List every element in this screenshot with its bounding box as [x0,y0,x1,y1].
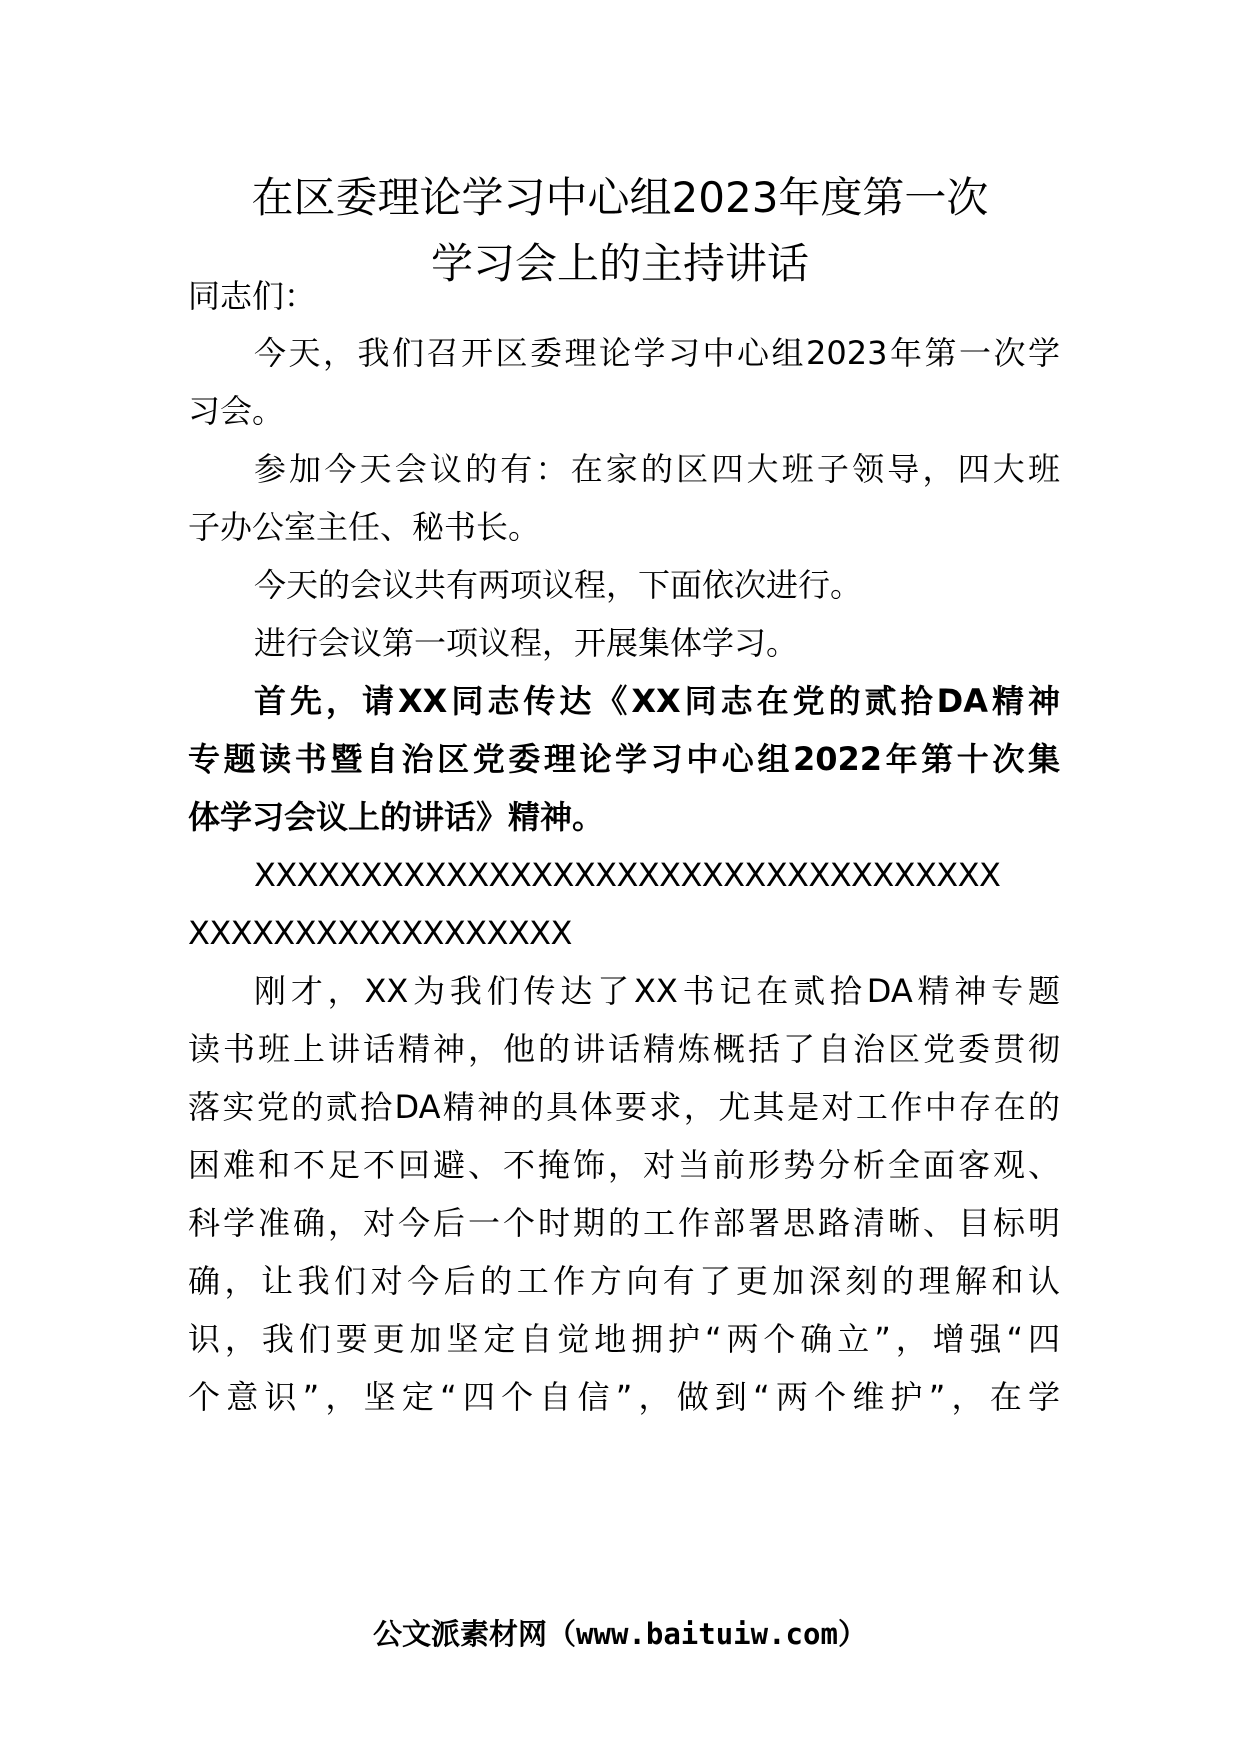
footer-close-paren: ） [837,1617,867,1651]
paragraph-7-line-7: 识，我们要更加坚定自觉地拥护“两个确立”，增强“四 [188,1320,1060,1358]
paragraph-7-line-5: 科学准确，对今后一个时期的工作部署思路清晰、目标明 [188,1204,1060,1242]
paragraph-7-line-3: 落实党的贰拾DA精神的具体要求，尤其是对工作中存在的 [188,1088,1060,1126]
document-title-line-1: 在区委理论学习中心组2023年度第一次 [251,173,989,222]
salutation: 同志们： [188,277,317,315]
paragraph-5-line-2: 专题读书暨自治区党委理论学习中心组2022年第十次集 [188,740,1060,778]
paragraph-1-line-2: 习会。 [188,392,285,430]
page-footer [150,1614,1090,1654]
paragraph-7-line-1: 刚才，XX为我们传达了XX书记在贰拾DA精神专题 [254,972,1060,1010]
paragraph-7-line-8: 个意识”，坚定“四个自信”，做到“两个维护”，在学 [188,1378,1060,1416]
paragraph-1-line-1: 今天，我们召开区委理论学习中心组2023年第一次学 [254,334,1060,372]
paragraph-6-line-2: XXXXXXXXXXXXXXXXXX [188,914,572,952]
paragraph-6-line-1: XXXXXXXXXXXXXXXXXXXXXXXXXXXXXXXXXXX [254,856,1001,894]
footer-site-name: 公文派素材网（ [373,1617,577,1651]
paragraph-7-line-4: 困难和不足不回避、不掩饰，对当前形势分析全面客观、 [188,1146,1060,1184]
paragraph-5-line-1: 首先，请XX同志传达《XX同志在党的贰拾DA精神 [254,682,1060,720]
paragraph-5-line-3: 体学习会议上的讲话》精神。 [188,798,605,836]
paragraph-3: 今天的会议共有两项议程，下面依次进行。 [254,566,863,604]
paragraph-7-line-6: 确，让我们对今后的工作方向有了更加深刻的理解和认 [188,1262,1060,1300]
paragraph-2-line-1: 参加今天会议的有：在家的区四大班子领导，四大班 [254,450,1060,488]
footer-url-link[interactable]: www.baituiw.com [576,1617,838,1651]
paragraph-2-line-2: 子办公室主任、秘书长。 [188,508,541,546]
document-title-line-2: 学习会上的主持讲话 [430,239,809,288]
paragraph-4: 进行会议第一项议程，开展集体学习。 [254,624,799,662]
paragraph-7-line-2: 读书班上讲话精神，他的讲话精炼概括了自治区党委贯彻 [188,1030,1060,1068]
